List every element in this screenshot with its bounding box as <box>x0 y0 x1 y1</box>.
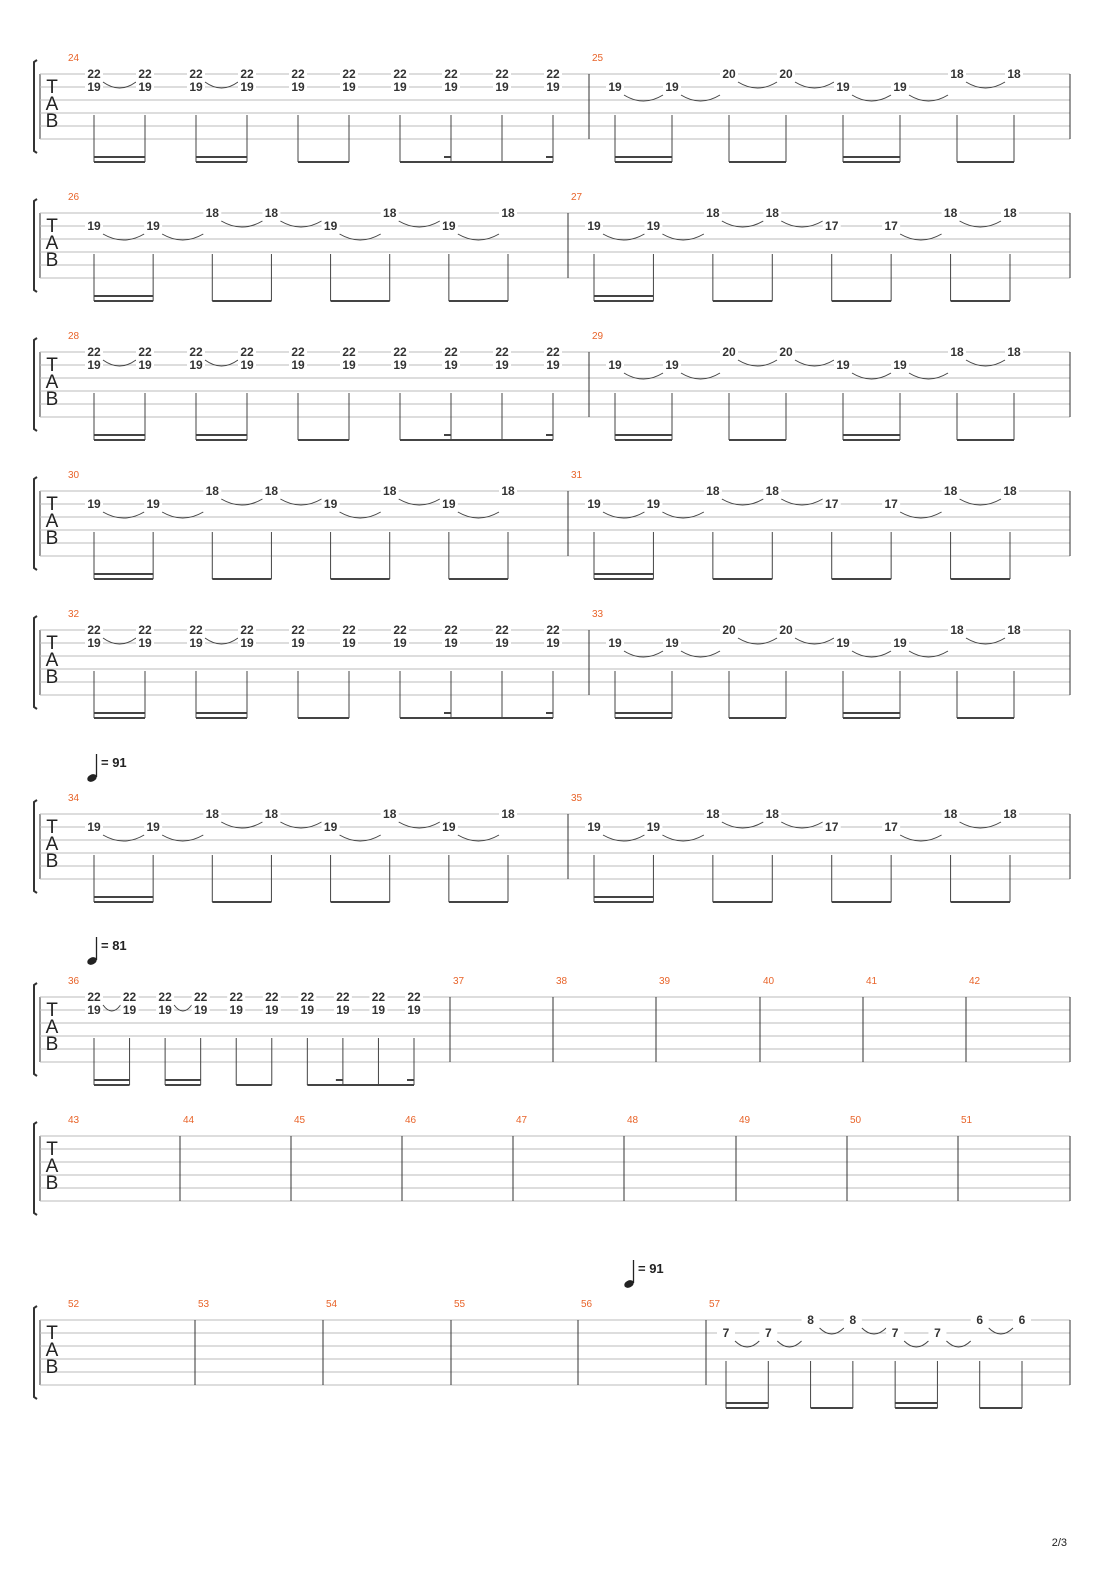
fret-number: 19 <box>893 636 907 650</box>
fret-number: 19 <box>87 219 101 233</box>
system-bracket <box>34 800 37 893</box>
fret-number: 19 <box>229 1003 243 1017</box>
fret-number: 19 <box>323 820 338 834</box>
fret-number: 19 <box>444 80 458 94</box>
tab-clef-letter: B <box>45 1034 59 1055</box>
fret-number: 19 <box>893 358 907 372</box>
fret-number: 22 <box>546 623 560 637</box>
fret-number: 18 <box>950 345 964 359</box>
fret-number: 22 <box>393 623 407 637</box>
tab-clef-letter: B <box>45 851 59 872</box>
fret-number: 18 <box>501 807 515 821</box>
measure-number: 39 <box>659 976 671 987</box>
fret-number: 19 <box>189 636 203 650</box>
fret-number: 19 <box>442 219 456 233</box>
tab-clef-letter: A <box>45 1156 59 1177</box>
fret-number: 19 <box>646 497 661 511</box>
measure-number: 52 <box>68 1299 80 1310</box>
fret-number: 18 <box>383 807 397 821</box>
fret-number: 19 <box>122 1003 137 1017</box>
page-number: 2/3 <box>1051 1537 1067 1549</box>
tempo-marking: = 91 <box>638 1261 664 1276</box>
tab-clef-letter: A <box>45 94 59 115</box>
fret-number: 19 <box>336 1003 350 1017</box>
fret-number: 22 <box>546 345 560 359</box>
fret-number: 19 <box>323 497 338 511</box>
fret-number: 18 <box>1003 807 1017 821</box>
fret-number: 18 <box>950 623 964 637</box>
system-bracket <box>34 477 37 570</box>
fret-number: 18 <box>765 206 779 220</box>
fret-number: 22 <box>87 623 101 637</box>
fret-number: 19 <box>608 636 622 650</box>
fret-number: 19 <box>189 80 203 94</box>
fret-number: 19 <box>407 1003 421 1017</box>
fret-number: 19 <box>265 1003 279 1017</box>
fret-number: 22 <box>122 990 137 1004</box>
fret-number: 19 <box>893 80 907 94</box>
fret-number: 22 <box>240 623 254 637</box>
measure-number: 56 <box>581 1299 593 1310</box>
fret-number: 18 <box>706 807 720 821</box>
measure-number: 48 <box>627 1115 639 1126</box>
fret-number: 22 <box>546 67 560 81</box>
fret-number: 19 <box>836 358 850 372</box>
measure-number: 35 <box>571 793 583 804</box>
fret-number: 22 <box>407 990 421 1004</box>
fret-number: 22 <box>342 345 356 359</box>
tab-clef-letter: T <box>46 216 58 237</box>
fret-number: 19 <box>646 820 661 834</box>
fret-number: 7 <box>934 1326 941 1340</box>
tab-clef-letter: B <box>45 1173 59 1194</box>
measure-number: 34 <box>68 793 80 804</box>
tab-clef-letter: A <box>45 372 59 393</box>
measure-number: 44 <box>183 1115 195 1126</box>
fret-number: 22 <box>444 67 458 81</box>
measure-number: 41 <box>866 976 878 987</box>
fret-number: 7 <box>764 1326 772 1340</box>
fret-number: 18 <box>943 807 958 821</box>
fret-number: 20 <box>779 67 793 81</box>
tab-clef-letter: B <box>45 389 59 410</box>
fret-number: 22 <box>138 623 152 637</box>
fret-number: 18 <box>1007 623 1021 637</box>
fret-number: 19 <box>87 1003 101 1017</box>
fret-number: 6 <box>976 1313 984 1327</box>
fret-number: 19 <box>87 497 101 511</box>
measure-number: 50 <box>850 1115 862 1126</box>
measure-number: 38 <box>556 976 568 987</box>
fret-number: 18 <box>943 206 958 220</box>
fret-number: 22 <box>189 623 203 637</box>
measure-number: 29 <box>592 331 604 342</box>
fret-number: 7 <box>722 1326 730 1340</box>
measure-number: 25 <box>592 53 604 64</box>
measure-number: 51 <box>961 1115 973 1126</box>
fret-number: 22 <box>229 990 243 1004</box>
fret-number: 17 <box>884 820 898 834</box>
fret-number: 22 <box>240 345 254 359</box>
fret-number: 20 <box>779 623 793 637</box>
tab-clef-letter: T <box>46 1139 58 1160</box>
fret-number: 19 <box>291 358 305 372</box>
fret-number: 19 <box>323 219 338 233</box>
fret-number: 19 <box>546 636 560 650</box>
fret-number: 19 <box>291 636 305 650</box>
fret-number: 19 <box>158 1003 172 1017</box>
fret-number: 22 <box>444 623 458 637</box>
tab-clef-letter: T <box>46 633 58 654</box>
fret-number: 22 <box>444 345 458 359</box>
fret-number: 22 <box>291 623 305 637</box>
tab-clef-letter: B <box>45 528 59 549</box>
fret-number: 18 <box>950 67 964 81</box>
measure-number: 49 <box>739 1115 751 1126</box>
fret-number: 19 <box>146 497 160 511</box>
fret-number: 20 <box>722 67 736 81</box>
tab-clef-letter: T <box>46 77 58 98</box>
fret-number: 19 <box>444 358 458 372</box>
tempo-marking: = 91 <box>101 755 127 770</box>
fret-number: 19 <box>608 358 622 372</box>
fret-number: 18 <box>1007 345 1021 359</box>
fret-number: 22 <box>291 67 305 81</box>
measure-number: 36 <box>68 976 80 987</box>
fret-number: 17 <box>825 820 839 834</box>
fret-number: 19 <box>646 219 661 233</box>
fret-number: 22 <box>495 345 509 359</box>
fret-number: 22 <box>336 990 350 1004</box>
measure-number: 53 <box>198 1299 210 1310</box>
tab-clef-letter: A <box>45 650 59 671</box>
tab-system <box>34 53 1070 162</box>
fret-number: 17 <box>825 497 839 511</box>
fret-number: 22 <box>495 623 509 637</box>
fret-number: 18 <box>943 484 958 498</box>
measure-number: 30 <box>68 470 80 481</box>
fret-number: 22 <box>189 67 203 81</box>
fret-number: 22 <box>495 67 509 81</box>
measure-number: 37 <box>453 976 465 987</box>
fret-number: 19 <box>442 820 456 834</box>
fret-number: 18 <box>501 206 515 220</box>
fret-number: 18 <box>765 484 779 498</box>
fret-number: 19 <box>608 80 622 94</box>
fret-number: 22 <box>240 67 254 81</box>
system-bracket <box>34 199 37 292</box>
fret-number: 20 <box>722 623 736 637</box>
fret-number: 22 <box>193 990 208 1004</box>
fret-number: 19 <box>444 636 458 650</box>
fret-number: 8 <box>807 1313 814 1327</box>
fret-number: 19 <box>587 820 601 834</box>
fret-number: 18 <box>205 484 219 498</box>
fret-number: 19 <box>138 636 152 650</box>
fret-number: 19 <box>87 358 101 372</box>
fret-number: 19 <box>587 497 601 511</box>
tab-clef-letter: B <box>45 111 59 132</box>
tab-system <box>34 1115 1070 1215</box>
tab-clef-letter: T <box>46 355 58 376</box>
fret-number: 18 <box>205 807 219 821</box>
fret-number: 17 <box>884 497 898 511</box>
fret-number: 19 <box>87 80 101 94</box>
fret-number: 19 <box>291 80 305 94</box>
tab-clef-letter: B <box>45 667 59 688</box>
tab-clef-letter: T <box>46 494 58 515</box>
fret-number: 8 <box>849 1313 857 1327</box>
tab-clef-letter: A <box>45 1340 59 1361</box>
fret-number: 17 <box>825 219 839 233</box>
fret-number: 19 <box>546 80 560 94</box>
system-bracket <box>34 983 37 1076</box>
fret-number: 19 <box>665 636 679 650</box>
tab-clef-letter: A <box>45 233 59 254</box>
measure-number: 33 <box>592 609 604 620</box>
fret-number: 19 <box>495 80 509 94</box>
fret-number: 20 <box>779 345 793 359</box>
fret-number: 22 <box>87 345 101 359</box>
fret-number: 6 <box>1018 1313 1026 1327</box>
system-bracket <box>34 338 37 431</box>
fret-number: 19 <box>342 358 356 372</box>
measure-number: 57 <box>709 1299 721 1310</box>
fret-number: 18 <box>706 484 720 498</box>
fret-number: 22 <box>87 990 101 1004</box>
measure-number: 40 <box>763 976 775 987</box>
system-bracket <box>34 616 37 709</box>
fret-number: 22 <box>342 623 356 637</box>
fret-number: 18 <box>264 484 279 498</box>
fret-number: 22 <box>158 990 172 1004</box>
tab-system <box>34 470 1070 579</box>
fret-number: 19 <box>393 358 407 372</box>
fret-number: 22 <box>138 67 152 81</box>
fret-number: 22 <box>138 345 152 359</box>
fret-number: 18 <box>1007 67 1021 81</box>
fret-number: 18 <box>501 484 515 498</box>
fret-number: 19 <box>87 636 101 650</box>
fret-number: 19 <box>665 358 679 372</box>
fret-number: 18 <box>706 206 720 220</box>
fret-number: 22 <box>371 990 386 1004</box>
fret-number: 19 <box>240 80 254 94</box>
system-bracket <box>34 60 37 153</box>
measure-number: 31 <box>571 470 583 481</box>
fret-number: 19 <box>138 80 152 94</box>
measure-number: 43 <box>68 1115 80 1126</box>
fret-number: 18 <box>383 484 397 498</box>
tab-system <box>34 754 1070 902</box>
fret-number: 22 <box>87 67 101 81</box>
system-bracket <box>34 1306 37 1399</box>
tab-clef-letter: A <box>45 834 59 855</box>
fret-number: 19 <box>587 219 601 233</box>
tab-clef-letter: T <box>46 817 58 838</box>
fret-number: 18 <box>205 206 219 220</box>
fret-number: 19 <box>87 820 101 834</box>
tab-clef-letter: B <box>45 1357 59 1378</box>
fret-number: 19 <box>371 1003 386 1017</box>
system-bracket <box>34 1122 37 1215</box>
tab-clef-letter: A <box>45 1017 59 1038</box>
measure-number: 28 <box>68 331 80 342</box>
fret-number: 19 <box>138 358 152 372</box>
tempo-marking: = 81 <box>101 938 127 953</box>
fret-number: 19 <box>836 80 850 94</box>
measure-number: 46 <box>405 1115 417 1126</box>
measure-number: 26 <box>68 192 80 203</box>
measure-number: 47 <box>516 1115 528 1126</box>
fret-number: 22 <box>265 990 279 1004</box>
fret-number: 19 <box>546 358 560 372</box>
measure-number: 42 <box>969 976 981 987</box>
measure-number: 45 <box>294 1115 306 1126</box>
fret-number: 19 <box>342 80 356 94</box>
tab-system <box>34 331 1070 440</box>
fret-number: 19 <box>836 636 850 650</box>
fret-number: 7 <box>891 1326 899 1340</box>
tab-system <box>34 192 1070 301</box>
fret-number: 18 <box>1003 206 1017 220</box>
fret-number: 19 <box>393 636 407 650</box>
measure-number: 54 <box>326 1299 338 1310</box>
fret-number: 19 <box>442 497 456 511</box>
fret-number: 19 <box>240 636 254 650</box>
fret-number: 22 <box>393 67 407 81</box>
fret-number: 18 <box>765 807 779 821</box>
fret-number: 19 <box>342 636 356 650</box>
fret-number: 18 <box>264 206 279 220</box>
tab-clef-letter: T <box>46 1323 58 1344</box>
fret-number: 19 <box>146 820 160 834</box>
measure-number: 32 <box>68 609 80 620</box>
fret-number: 19 <box>189 358 203 372</box>
fret-number: 22 <box>393 345 407 359</box>
fret-number: 19 <box>300 1003 315 1017</box>
fret-number: 19 <box>665 80 679 94</box>
fret-number: 19 <box>193 1003 208 1017</box>
fret-number: 18 <box>1003 484 1017 498</box>
fret-number: 19 <box>146 219 160 233</box>
fret-number: 18 <box>264 807 279 821</box>
fret-number: 19 <box>495 636 509 650</box>
measure-number: 55 <box>454 1299 466 1310</box>
measure-number: 24 <box>68 53 80 64</box>
fret-number: 22 <box>342 67 356 81</box>
tab-clef-letter: B <box>45 250 59 271</box>
fret-number: 19 <box>393 80 407 94</box>
fret-number: 18 <box>383 206 397 220</box>
tab-clef-letter: T <box>46 1000 58 1021</box>
fret-number: 17 <box>884 219 898 233</box>
fret-number: 19 <box>240 358 254 372</box>
fret-number: 22 <box>189 345 203 359</box>
tab-system <box>34 937 1070 1085</box>
tab-clef-letter: A <box>45 511 59 532</box>
tab-system <box>34 1260 1070 1408</box>
measure-number: 27 <box>571 192 583 203</box>
tab-system <box>34 609 1070 718</box>
fret-number: 19 <box>495 358 509 372</box>
fret-number: 20 <box>722 345 736 359</box>
fret-number: 22 <box>300 990 315 1004</box>
fret-number: 22 <box>291 345 305 359</box>
